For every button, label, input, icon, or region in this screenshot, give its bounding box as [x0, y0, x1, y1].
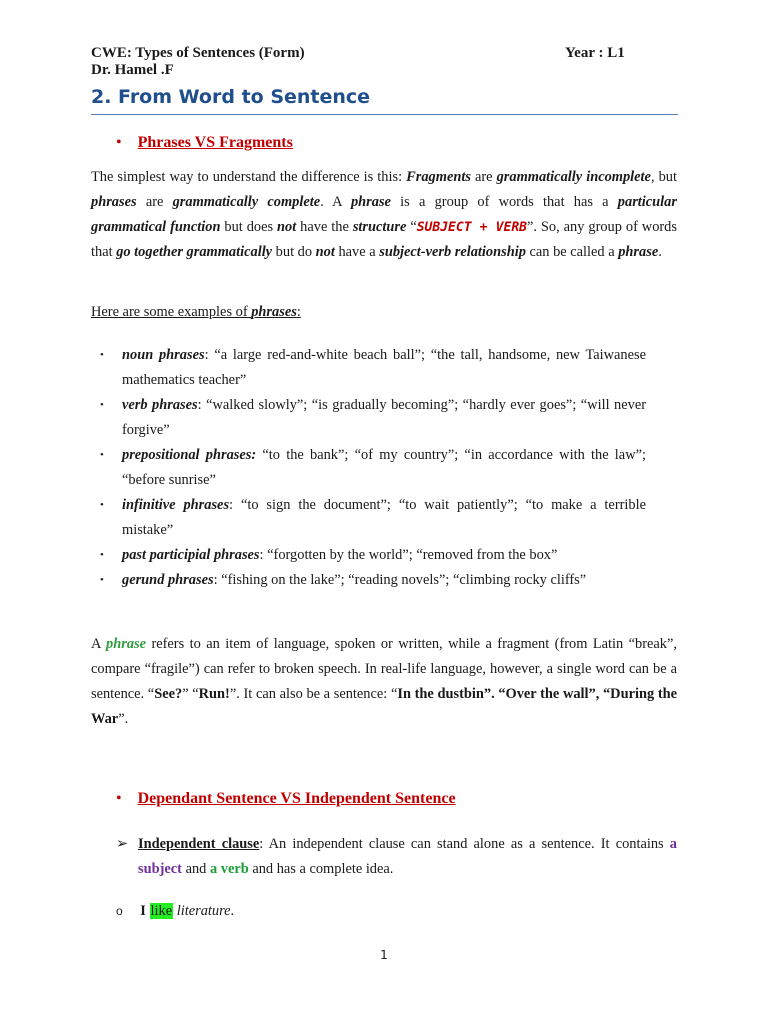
list-item: • past participial phrases: “forgotten by the world”; “removed from the box”: [100, 543, 646, 568]
list-item: • gerund phrases: “fishing on the lake”; “reading novels”; “climbing rocky cliffs”: [100, 568, 646, 593]
section-title: 2. From Word to Sentence: [91, 86, 371, 108]
bullet-icon: •: [100, 399, 104, 411]
document-header-course: CWE: Types of Sentences (Form): [91, 45, 305, 61]
list-item: • infinitive phrases: “to sign the document”; “to wait patiently”; “to make a terrible mistake”: [100, 493, 646, 543]
subsection-heading-dependant: [116, 790, 456, 808]
bullet-icon: •: [116, 790, 122, 807]
examples-list: [100, 343, 646, 593]
bullet-icon: •: [100, 574, 104, 586]
bullet-icon: •: [100, 349, 104, 361]
title-underline: [91, 114, 678, 115]
list-item: • verb phrases: “walked slowly”; “is gradually becoming”; “hardly ever goes”; “will never forgive”: [100, 393, 646, 443]
list-item: • noun phrases: “a large red-and-white beach ball”; “the tall, handsome, new Taiwanese mathematics teacher”: [100, 343, 646, 393]
subsection-heading-phrases: [116, 134, 293, 152]
document-header-author: Dr. Hamel .F: [91, 62, 174, 78]
highlighted-verb: like: [150, 903, 173, 919]
independent-clause-definition: ➢ Independent clause: An independent clause can stand alone as a sentence. It contains a subject and a verb and has a complete idea.: [116, 832, 677, 882]
arrow-bullet-icon: ➢: [116, 836, 129, 852]
subsection-heading-text: Dependant Sentence VS Independent Sentence: [137, 790, 456, 807]
page-number: 1: [380, 948, 388, 962]
subsection-heading-text: Phrases VS Fragments: [137, 134, 293, 151]
example-sentence: o I like literature.: [116, 903, 235, 919]
bullet-icon: •: [116, 134, 122, 151]
list-item: • prepositional phrases: “to the bank”; “of my country”; “in accordance with the law”; “before sunrise”: [100, 443, 646, 493]
bullet-icon: •: [100, 549, 104, 561]
bullet-icon: •: [100, 499, 104, 511]
bullet-icon: •: [100, 449, 104, 461]
circle-bullet-icon: o: [116, 904, 123, 918]
intro-paragraph: The simplest way to understand the difference is this: Fragments are grammatically incomplete, but phrases are grammatically complete. A phrase is a group of words that has a particular grammatical function but does not have the structure “SUBJECT + VERB”. So, any group of words that go together grammatically but do not have a subject-verb relationship can be called a phrase.: [91, 169, 677, 260]
examples-intro: Here are some examples of phrases:: [91, 304, 301, 320]
phrase-definition-paragraph: A phrase refers to an item of language, spoken or written, while a fragment (from Latin “break”, compare “fragile”) can refer to broken speech. In real-life language, however, a single word can be a sentence. “See?” “Run!”. It can also be a sentence: “In the dustbin”. “Over the wall”, “During the War”.: [91, 636, 678, 727]
document-header-year: Year : L1: [565, 45, 625, 61]
